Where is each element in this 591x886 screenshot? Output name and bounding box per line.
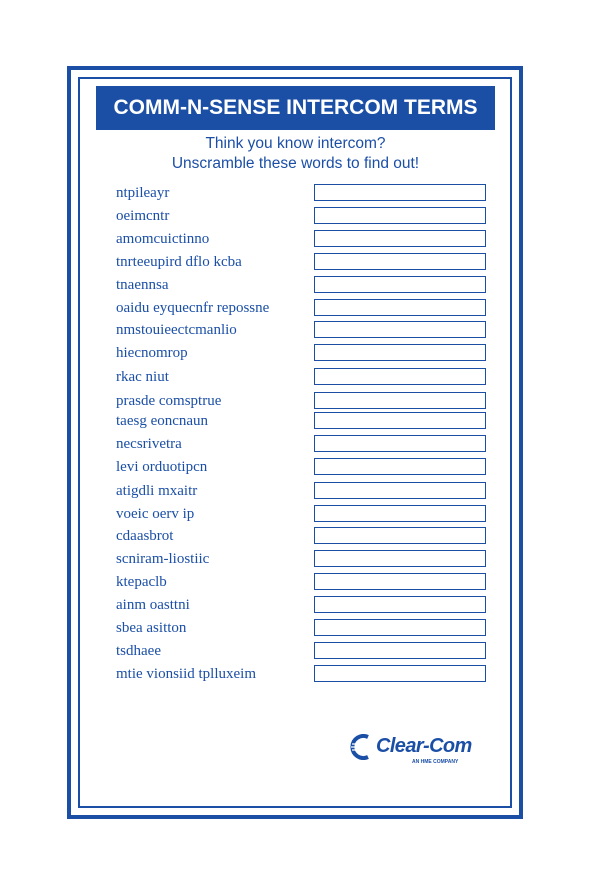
clear-com-logo-mark-icon xyxy=(348,734,376,760)
logo-name: Clear-Com xyxy=(376,735,472,757)
answer-field[interactable] xyxy=(314,321,486,338)
word-row xyxy=(0,342,591,364)
answer-field[interactable] xyxy=(314,435,486,452)
scrambled-word: amomcuictinno xyxy=(116,231,210,247)
word-row xyxy=(0,366,591,388)
scrambled-word: tnrteeupird dflo kcba xyxy=(116,254,242,270)
answer-field[interactable] xyxy=(314,184,486,201)
word-row xyxy=(0,525,591,547)
word-row xyxy=(0,503,591,525)
word-row xyxy=(0,480,591,502)
intro-line-1: Think you know intercom? xyxy=(205,135,386,152)
scrambled-word: oaidu eyquecnfr repossne xyxy=(116,300,270,316)
scrambled-word: necsrivetra xyxy=(116,436,182,452)
scrambled-word: ntpileayr xyxy=(116,185,170,201)
word-row xyxy=(0,274,591,296)
answer-field[interactable] xyxy=(314,253,486,270)
word-row xyxy=(0,410,591,432)
answer-field[interactable] xyxy=(314,458,486,475)
answer-field[interactable] xyxy=(314,299,486,316)
word-row xyxy=(0,456,591,478)
scrambled-word: hiecnomrop xyxy=(116,345,188,361)
word-row xyxy=(0,617,591,639)
scrambled-word: sbea asitton xyxy=(116,620,187,636)
answer-field[interactable] xyxy=(314,392,486,409)
scrambled-word: ktepaclb xyxy=(116,574,167,590)
answer-field[interactable] xyxy=(314,276,486,293)
answer-field[interactable] xyxy=(314,368,486,385)
scrambled-word: prasde comsptrue xyxy=(116,393,222,409)
answer-field[interactable] xyxy=(314,619,486,636)
scrambled-word: mtie vionsiid tplluxeim xyxy=(116,666,256,682)
answer-field[interactable] xyxy=(314,642,486,659)
answer-field[interactable] xyxy=(314,665,486,682)
word-row xyxy=(0,390,591,412)
scrambled-word: voeic oerv ip xyxy=(116,506,195,522)
answer-field[interactable] xyxy=(314,596,486,613)
scrambled-word: nmstouieectcmanlio xyxy=(116,322,237,338)
word-row xyxy=(0,297,591,319)
word-row xyxy=(0,663,591,685)
answer-field[interactable] xyxy=(314,482,486,499)
scrambled-word: taesg eoncnaun xyxy=(116,413,209,429)
word-row xyxy=(0,205,591,227)
scrambled-word: ainm oasttni xyxy=(116,597,190,613)
scrambled-word: atigdli mxaitr xyxy=(116,483,198,499)
page-title: COMM-N-SENSE INTERCOM TERMS xyxy=(96,86,495,130)
word-row xyxy=(0,319,591,341)
answer-field[interactable] xyxy=(314,573,486,590)
intro-line-2: Unscramble these words to find out! xyxy=(171,155,420,172)
answer-field[interactable] xyxy=(314,344,486,361)
answer-field[interactable] xyxy=(314,412,486,429)
scrambled-word: oeimcntr xyxy=(116,208,170,224)
word-row xyxy=(0,251,591,273)
answer-field[interactable] xyxy=(314,207,486,224)
scrambled-word: tnaennsa xyxy=(116,277,169,293)
scrambled-word: scniram-liostiic xyxy=(116,551,210,567)
logo-tagline: AN HME COMPANY xyxy=(412,759,459,765)
answer-field[interactable] xyxy=(314,550,486,567)
word-row xyxy=(0,640,591,662)
scrambled-word: cdaasbrot xyxy=(116,528,174,544)
word-row xyxy=(0,228,591,250)
answer-field[interactable] xyxy=(314,230,486,247)
word-row xyxy=(0,571,591,593)
scrambled-word: tsdhaee xyxy=(116,643,161,659)
scrambled-word: rkac niut xyxy=(116,369,169,385)
word-row xyxy=(0,182,591,204)
clear-com-logo xyxy=(348,733,478,769)
word-row xyxy=(0,594,591,616)
answer-field[interactable] xyxy=(314,505,486,522)
word-row xyxy=(0,433,591,455)
word-row xyxy=(0,548,591,570)
answer-field[interactable] xyxy=(314,527,486,544)
scrambled-word: levi orduotipcn xyxy=(116,459,208,475)
